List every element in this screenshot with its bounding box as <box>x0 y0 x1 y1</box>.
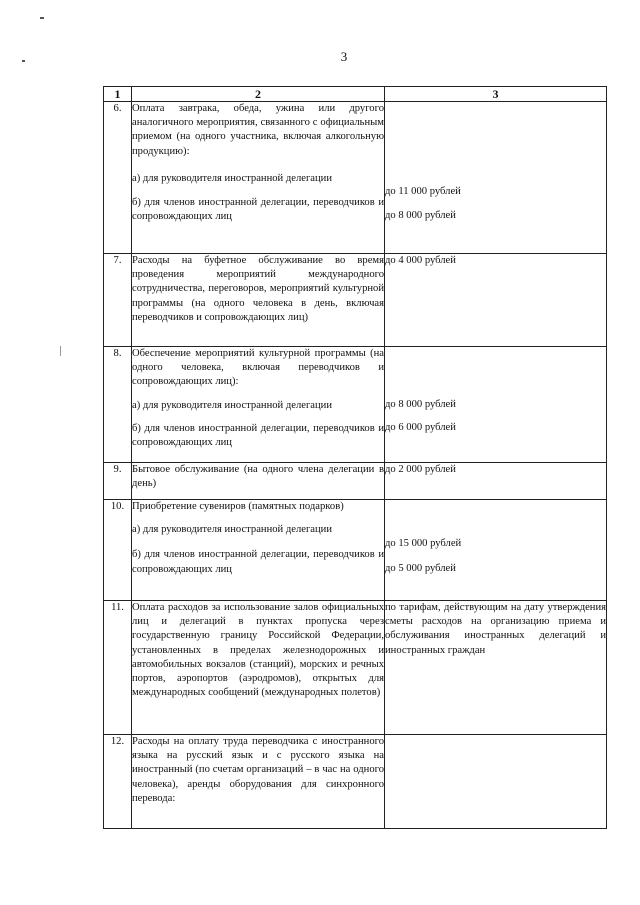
row-number: 7. <box>104 254 132 347</box>
row-number: 8. <box>104 347 132 463</box>
expense-limit <box>385 463 607 500</box>
limit-b: до 8 000 рублей <box>385 210 456 222</box>
table-row <box>104 102 607 254</box>
expense-sub-b: б) для членов иностранной делегации, переводчиков и сопровождающих лиц <box>132 422 384 449</box>
expense-intro: Расходы на буфетное обслуживание во время проведения мероприятий международного сотрудничества, переговоров, мероприятий культурной программы (на одного человека в день, включая переводчиков и сопровождающих лиц) <box>132 255 384 323</box>
expense-sub-a: а) для руководителя иностранной делегации <box>132 524 333 536</box>
row-number: 12. <box>104 735 132 829</box>
table-row <box>104 254 607 347</box>
expense-description <box>132 601 385 735</box>
table-row <box>104 601 607 735</box>
expense-description <box>132 347 385 463</box>
expense-description <box>132 254 385 347</box>
expense-description <box>132 102 385 254</box>
table-row <box>104 347 607 463</box>
row-number: 10. <box>104 500 132 601</box>
expense-intro: Приобретение сувениров (памятных подарков) <box>132 501 344 512</box>
expense-intro: Оплата завтрака, обеда, ужина или другого аналогичного мероприятия, связанного с официальным приемом (на одного участника, включая алкогольную продукцию): <box>132 103 384 157</box>
expense-intro: Бытовое обслуживание (на одного члена делегации в день) <box>132 464 384 490</box>
expense-limit <box>385 735 607 829</box>
limit-b: до 6 000 рублей <box>385 422 456 434</box>
expense-limit <box>385 500 607 601</box>
scan-speck-3 <box>60 346 61 356</box>
scan-speck-1 <box>40 17 44 19</box>
expense-sub-a: а) для руководителя иностранной делегации <box>132 172 333 184</box>
expense-sub-b: б) для членов иностранной делегации, переводчиков и сопровождающих лиц <box>132 549 384 575</box>
limit-value: до 4 000 рублей <box>385 255 456 266</box>
row-number: 9. <box>104 463 132 500</box>
row-number: 6. <box>104 102 132 254</box>
column-header-number: 1 <box>104 87 132 102</box>
table-row <box>104 735 607 829</box>
expense-limit <box>385 102 607 254</box>
expense-sub-b: б) для членов иностранной делегации, переводчиков и сопровождающих лиц <box>132 197 384 223</box>
table-row <box>104 463 607 500</box>
expense-intro: Оплата расходов за использование залов официальных лиц и делегаций в пунктах пропуска через государственную границу Российской Федерации, установленных в пределах железнодорожных и автомобильных вокзалов (станций), морских и речных портов, аэропортов (аэродромов), открытых для международных сообщений (международных полетов) <box>132 602 384 699</box>
expense-description <box>132 463 385 500</box>
column-header-limit: 3 <box>385 87 607 102</box>
table-header-row <box>104 87 607 102</box>
expense-limit <box>385 347 607 463</box>
expense-intro: Расходы на оплату труда переводчика с иностранного языка на русский язык и с русского языка на иностранный (по счетам организаций – в час на одного человека), аренды оборудования для синхронного перевода: <box>132 736 384 804</box>
expense-description <box>132 500 385 601</box>
table-row <box>104 500 607 601</box>
expense-intro: Обеспечение мероприятий культурной программы (на одного человека, включая переводчиков и сопровождающих лиц): <box>132 348 384 388</box>
column-header-expense: 2 <box>132 87 385 102</box>
expense-limit <box>385 254 607 347</box>
expense-limit <box>385 601 607 735</box>
expense-sub-a: а) для руководителя иностранной делегации <box>132 399 333 411</box>
expense-description <box>132 735 385 829</box>
limit-a: до 15 000 рублей <box>385 538 462 549</box>
expense-norms-table <box>103 86 607 829</box>
limit-value: до 2 000 рублей <box>385 464 456 475</box>
limit-value: по тарифам, действующим на дату утверждения сметы расходов на организацию приема и обслуживания иностранных делегаций и иностранных граждан <box>385 602 606 656</box>
page-number: 3 <box>340 49 348 64</box>
row-number: 11. <box>104 601 132 735</box>
limit-b: до 5 000 рублей <box>385 563 456 575</box>
limit-a: до 8 000 рублей <box>385 399 456 410</box>
limit-a: до 11 000 рублей <box>385 186 461 197</box>
